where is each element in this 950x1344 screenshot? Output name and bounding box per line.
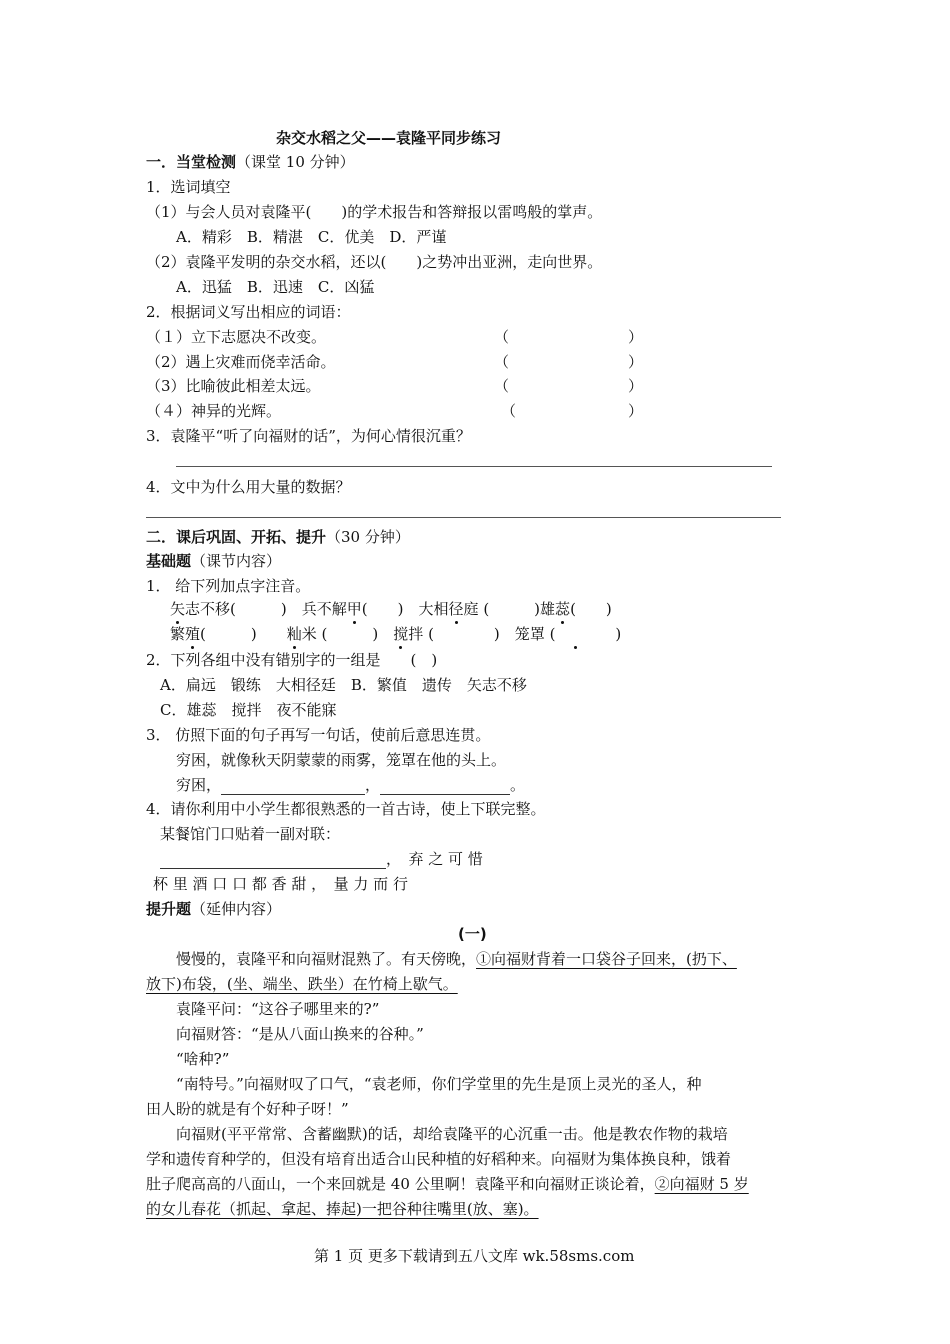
- s2-q3: 3． 仿照下面的句子再写一句话，使前后意思连贯。: [146, 726, 491, 744]
- s1-q2-item: （１）立下志愿决不改变。: [146, 328, 327, 346]
- couplet-line-2: 杯 里 酒 口 口 都 香 甜 ， 量 力 而 行: [153, 875, 408, 893]
- passage-line: 袁隆平问：“这谷子哪里来的?”: [176, 1000, 380, 1018]
- passage-line: 学和遗传育种学的，但没有培育出适合山民种植的好稻种来。向福财为集体换良种，饿着: [146, 1150, 732, 1168]
- passage-line: 慢慢的，袁隆平和向福财混熟了。有天傍晚，①向福财背着一口袋谷子回来，(扔下、: [176, 950, 737, 968]
- answer-line: [176, 466, 772, 467]
- passage-line: 向福财答：“是从八面山换来的谷种。”: [176, 1025, 424, 1043]
- s2-q1-row-2: 繁殖( ) 籼米 ( ) 搅拌 ( ) 笼罩 ( ): [170, 625, 622, 643]
- passage-line: 向福财(平平常常、含蓄幽默)的话，却给袁隆平的心沉重一击。他是教农作物的栽培: [176, 1125, 728, 1143]
- answer-paren-left: （: [494, 328, 510, 346]
- section-1-heading: 一．当堂检测（课堂 10 分钟）: [146, 153, 355, 171]
- answer-paren-left: （: [494, 377, 510, 395]
- page-footer: 第 1 页 更多下载请到五八文库 wk.58sms.com: [314, 1247, 635, 1265]
- passage-line: 田人盼的就是有个好种子呀！”: [146, 1100, 349, 1118]
- s1-q1-1: （1）与会人员对袁隆平( )的学术报告和答辩报以雷鸣般的掌声。: [146, 203, 603, 221]
- answer-blank: [160, 852, 386, 869]
- answer-paren-left: （: [494, 353, 510, 371]
- s1-q1: 1．选词填空: [146, 178, 231, 196]
- advanced-heading: 提升题（延伸内容）: [146, 900, 282, 918]
- answer-blank: [380, 778, 510, 795]
- s1-q3: 3．袁隆平“听了向福财的话”，为何心情很沉重？: [146, 427, 471, 445]
- s1-q2-item: （3）比喻彼此相差太远。: [146, 377, 321, 395]
- answer-paren-right: ）: [628, 328, 644, 346]
- basic-heading: 基础题（课节内容）: [146, 552, 282, 570]
- s1-q2-item: （2）遇上灾难而侥幸活命。: [146, 353, 336, 371]
- s2-q1-row-1: 矢志不移( ) 兵不解甲( ) 大相径庭 ( )雄蕊( ): [170, 600, 612, 618]
- s2-q2: 2．下列各组中没有错别字的一组是 ( ): [146, 651, 438, 669]
- part-heading: (一): [458, 925, 487, 943]
- s1-q1-1-options: A．精彩 B．精湛 C．优美 D．严谨: [176, 228, 447, 246]
- couplet-line-1: ， 弃 之 可 惜: [160, 849, 483, 869]
- s2-q2-options-ab: A．扁远 锻练 大相径廷 B．繁值 遗传 矢志不移: [160, 676, 527, 694]
- s2-q3-fill: 穷困， ， 。: [176, 776, 526, 794]
- s1-q1-2-options: A．迅猛 B．迅速 C．凶猛: [176, 278, 375, 296]
- s1-q2-item: （４）神异的光辉。: [146, 402, 282, 420]
- passage-line: 的女儿春花（抓起、拿起、捧起)一把谷种往嘴里(放、塞)。: [146, 1200, 539, 1218]
- section-2-heading: 二．课后巩固、开拓、提升（30 分钟）: [146, 528, 410, 546]
- answer-blank: [221, 778, 365, 795]
- passage-line: 肚子爬高高的八面山，一个来回就是 40 公里啊！袁隆平和向福财正谈论着，②向福财 5 岁: [146, 1175, 749, 1193]
- s1-q4: 4．文中为什么用大量的数据？: [146, 478, 351, 496]
- s1-q1-2: （2）袁隆平发明的杂交水稻，还以( )之势冲出亚洲，走向世界。: [146, 253, 603, 271]
- answer-line: [146, 517, 781, 518]
- answer-paren-right: ）: [628, 402, 644, 420]
- answer-paren-left: （: [501, 402, 517, 420]
- passage-line: “啥种?”: [176, 1050, 230, 1068]
- s2-q4: 4．请你利用中小学生都很熟悉的一首古诗，使上下联完整。: [146, 800, 546, 818]
- passage-line: “南特号。”向福财叹了口气，“袁老师，你们学堂里的先生是顶上灵光的圣人，种: [176, 1075, 702, 1093]
- page-title: 杂交水稻之父——袁隆平同步练习: [276, 129, 502, 147]
- s2-q3-example: 穷困，就像秋天阴蒙蒙的雨雾，笼罩在他的头上。: [176, 751, 507, 769]
- s2-q2-options-c: C．雄蕊 搅拌 夜不能寐: [160, 701, 337, 719]
- answer-paren-right: ）: [628, 353, 644, 371]
- answer-paren-right: ）: [628, 377, 644, 395]
- s2-q4-sub: 某餐馆门口贴着一副对联：: [160, 825, 341, 843]
- s1-q2: 2．根据词义写出相应的词语：: [146, 303, 351, 321]
- passage-line: 放下)布袋，(坐、端坐、跌坐）在竹椅上歇气。: [146, 975, 458, 993]
- s2-q1: 1． 给下列加点字注音。: [146, 577, 311, 595]
